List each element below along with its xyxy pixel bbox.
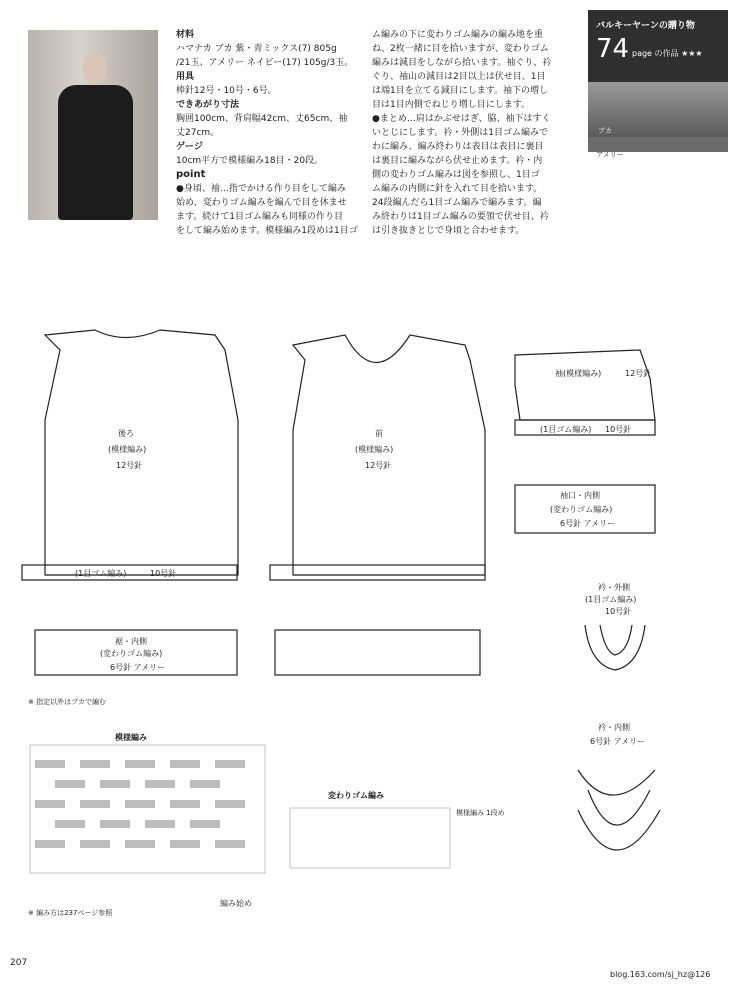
collar-inner-needle: 6号針 アメリー <box>590 737 646 746</box>
cuff-needle: 6号針 アメリー <box>560 519 616 528</box>
back-title: 後ろ <box>118 429 134 438</box>
point-title: point <box>176 169 206 180</box>
front-sub: (模様編み) <box>355 445 394 454</box>
page-number: 207 <box>10 958 28 968</box>
model-photo <box>28 30 158 220</box>
instr-line: 編みは減目をしながら拾います。袖ぐり、衿 <box>372 58 552 68</box>
front-rib-band <box>270 565 485 580</box>
instr-line: は端1目を立てる減目にします。袖下の増し <box>372 86 549 96</box>
front-title: 前 <box>375 429 383 438</box>
blog-credit: blog.163.com/sj_hz@126 <box>610 970 711 979</box>
collar-outer-title: 衿・外側 <box>598 583 630 592</box>
instr-line: わに編み、編み終わりは表目は表目に裏目 <box>372 142 544 152</box>
size-title: できあがり寸法 <box>176 100 240 110</box>
yarn-label-2: アメリー <box>596 151 624 159</box>
materials-line: ハマナカ ブカ 紫・青ミックス(7) 805g <box>176 44 337 54</box>
front-needle: 12号針 <box>365 461 392 470</box>
sleeve-title: 袖(模様編み) <box>555 369 602 378</box>
rib-chart-note: 模様編み 1段め <box>456 809 505 817</box>
size-line: 丈27cm。 <box>176 128 220 138</box>
size-line: 胸囲100cm、背肩幅42cm、丈65cm、袖 <box>176 114 348 124</box>
sleeve-outline <box>515 350 655 420</box>
instr-line: は裏目に編みながら伏せ止めます。衿・内 <box>372 156 543 166</box>
back-hem-label: 裾・内側 <box>115 637 147 646</box>
back-hem-sub: (変わりゴム編み) <box>100 649 163 658</box>
instr-line: ぐり、袖山の減目は2目以上は伏せ目、1目 <box>372 72 546 82</box>
collar-outer-shape <box>585 625 645 670</box>
materials-title: 材料 <box>176 30 195 40</box>
model-sweater <box>58 85 133 220</box>
sleeve-rib-label: (1目ゴム編み) <box>540 425 592 434</box>
front-hem-band <box>275 630 480 675</box>
pattern-chart-fill <box>35 760 245 848</box>
pattern-chart-note: ※ 編み方は237ページ参照 <box>28 909 113 917</box>
back-hem-needle: 6号針 アメリー <box>110 663 166 672</box>
instr-line: は引き抜きとじで身頃と合わせます。 <box>372 226 525 236</box>
banner-title: バルキーヤーンの贈り物 <box>596 21 695 31</box>
pattern-chart-start: 編み始め <box>220 899 252 908</box>
banner-page-suffix: page の作品 ★★★ <box>632 49 703 58</box>
instr-line: いとじにします。衿・外側は1目ゴム編みで <box>372 128 549 138</box>
pattern-chart-title: 模様編み <box>115 733 147 742</box>
materials-line: /21玉、アメリー ネイビー(17) 105g/3玉。 <box>176 58 354 68</box>
back-rib-needle: 10号針 <box>150 569 177 578</box>
instr-line: み終わりは1目ゴム編みの要領で伏せ目、衿 <box>372 212 549 222</box>
point-line: ●身頃、袖…指でかける作り目をして編み <box>176 184 346 194</box>
collar-outer-needle: 10号針 <box>605 607 632 616</box>
back-rib-band <box>22 565 237 580</box>
yarn-label-1: ブカ <box>598 127 612 135</box>
collar-inner-fold <box>578 810 660 850</box>
footnote: ※ 指定以外はブカで編む <box>28 698 107 706</box>
schematic-diagrams <box>0 290 750 930</box>
collar-outer-inner-line <box>600 625 632 655</box>
instructions-column <box>372 28 577 238</box>
pattern-banner <box>588 10 728 159</box>
point-line: をして編み始めます。模様編み1段めは1目ゴ <box>176 226 358 236</box>
instr-line: ム編みの内側に針を入れて目を拾います。 <box>372 184 543 194</box>
point-line: 始め、変わりゴム編みを編んで目を休ませ <box>176 198 347 208</box>
rib-chart-title: 変わりゴム編み <box>328 791 384 800</box>
collar-inner-lower <box>588 790 650 825</box>
banner-page-number: 74 <box>596 34 630 64</box>
gauge-text: 10cm平方で模様編み18目・20段。 <box>176 156 324 166</box>
cuff-sub: (変わりゴム編み) <box>550 505 613 514</box>
front-piece-outline <box>293 335 485 575</box>
instr-line: ム編みの下に変わりゴム編みの編み地を重 <box>372 30 544 40</box>
back-rib-label: (1目ゴム編み) <box>75 569 127 578</box>
back-needle: 12号針 <box>116 461 143 470</box>
model-head <box>83 52 107 84</box>
instr-line: ●まとめ…肩はかぶせはぎ、脇、袖下はすく <box>372 114 551 124</box>
cuff-title: 袖口・内側 <box>560 491 600 500</box>
tools-title: 用具 <box>176 72 195 82</box>
gauge-title: ゲージ <box>176 142 203 152</box>
instr-line: 24段編んだら1目ゴム編みで編みます。編 <box>372 198 542 208</box>
collar-inner-title: 衿・内側 <box>598 723 630 732</box>
instr-line: ね、2枚一緒に目を拾いますが、変わりゴム <box>372 44 549 54</box>
sleeve-rib-needle: 10号針 <box>605 425 632 434</box>
sleeve-needle: 12号針 <box>625 369 652 378</box>
rib-chart-grid <box>290 808 450 868</box>
materials-section <box>176 28 366 238</box>
collar-inner-shape <box>578 770 655 795</box>
point-line: ます。続けて1目ゴム編みも同様の作り目 <box>176 212 344 222</box>
tools-text: 棒針12号・10号・6号。 <box>176 86 277 96</box>
instr-line: 側の変わりゴム編みは図を参照し、1目ゴ <box>372 170 540 180</box>
back-sub: (模様編み) <box>108 445 147 454</box>
instr-line: 目は1目内側でねじり増し目にします。 <box>372 100 531 110</box>
collar-outer-sub: (1目ゴム編み) <box>585 595 637 604</box>
